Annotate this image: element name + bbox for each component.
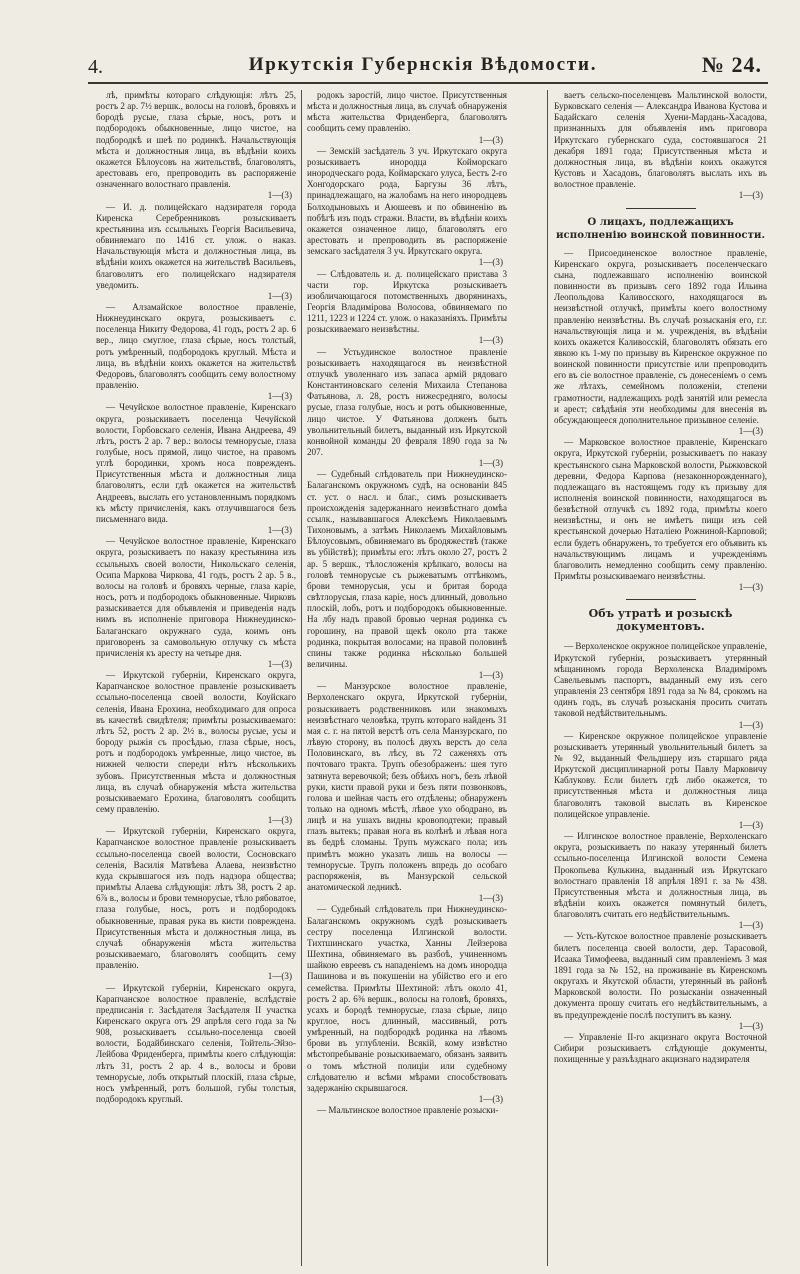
notice-paragraph: — Судебный слѣдователь при Нижнеудинско-Балаганскомъ окружномъ судѣ, на основаніи 845 ст. уст. о насл. и благ., симъ розыскиваетъ происхожденія задержаннаго неизвѣстнаго домѣа ссылк., называвшагося Алексѣемъ Николаевымъ Тихоновымъ, а затѣмъ Николаемъ Михайловымъ Бѣлоусовымъ, обвиняемаго въ бродяжествѣ (также въ убійствѣ); примѣты его: лѣтъ около 27, ростъ 2 ар. 5 вершк., тѣлосложенія крѣпкаго, волосы на головѣ темнорусые съ рыжеватымъ оттѣнкомъ, брови темнорусыя, усы и бритая борода свѣтлорусыя, глаза каріе, носъ длинный, довольно плоскій, лобъ, ротъ и подбородокъ обыкновенные. На лбу надъ правой бровью черная родинка съ горошину, на правой щекѣ около рта также родинка, покрытая волосами; на правой половинѣ спины также родинка нѣсколько большей величины. bbox=[307, 469, 507, 669]
section-heading: Объ утратѣ и розыскѣ документовъ. bbox=[588, 607, 733, 634]
notice-paragraph: — Алзамайское волостное правленіе, Нижнеудинскаго округа, розыскиваетъ с. поселенца Никиту Федорова, 41 годъ, ростъ 2 ар. 6 вер., лицо смуглое, глаза сѣрые, носъ толстый, ротъ умѣренный, подбородокъ круглый. Мѣста и лица, въ вѣдѣніи коихъ окажется на жительствѣ Федоровъ, благоволятъ сообщить сему волостному правленію. bbox=[96, 301, 296, 391]
column-divider bbox=[547, 90, 548, 1266]
page-header bbox=[78, 52, 768, 78]
notice-publication-mark: 1—(3) bbox=[267, 290, 292, 301]
notice-paragraph: — Чечуйское волостное правленіе, Киренскаго округа, розыскиваетъ поселенца Чечуйской волости, Горбовскаго селенія, Ивана Андреева, 49 лѣтъ, ростъ 2 ар. 7 вер.: волосы темнорусые, глаза голубые, носъ прямой, лицо чистое, на правомъ углѣ бородинки, хромъ носа поврежденъ. Присутственныя мѣста и должностныя лица благоволятъ, если гдѣ окажется на жительствѣ Андреевъ, выслать его установленнымъ порядкомъ къ мѣсту причисленія, какъ отлучившагося безъ письменнаго вида. bbox=[96, 402, 296, 524]
notice-publication-mark: 1—(3) bbox=[738, 719, 763, 730]
notice-publication-mark: 1—(3) bbox=[267, 190, 292, 201]
notice-paragraph: — Иркутской губерніи, Киренскаго округа, Карапчанское волостное правленіе, вслѣдствіе предписанія г. Засѣдателя Засѣдателя II участка Киренскаго округа отъ 29 апрѣля сего года за № 908, розыскиваетъ ссыльно-поселенца своей волости, Бодайбинскаго селенія, Тойтель-Эйзо-Лейбова Фриденберга, примѣты коего слѣдующія: лѣтъ 31, ростъ 2 ар. 4 в., волосы и брови темнорусые, лобъ открытый плоскій, глаза сѣрые, носъ умѣренный, ротъ большой, губы толстыя, подбородокъ круглый. bbox=[96, 982, 296, 1105]
notice-paragraph: ваетъ сельско-поселенцевъ Мальтинской волости, Бурковскаго селенія — Александра Иванова Кустова и Бадайскаго селенія Хуени-Мардань-Хасадова, признанныхъ для объявленія имъ приговора Иркутскаго губернскаго суда, состоявшагося 21 декабря 1891 года; Присутственныя мѣста и должностныя лица, въ вѣдѣніи коихъ окажутся Кустовъ и Хасадовъ, благоволятъ выслать ихъ въ волостное правленіе. bbox=[554, 90, 767, 190]
notice-publication-mark: 1—(3) bbox=[738, 582, 763, 593]
column-divider bbox=[301, 90, 302, 1266]
notice-publication-mark: 1—(3) bbox=[267, 658, 292, 669]
notice-paragraph: — Усть-Кутское волостное правленіе розыскиваетъ билетъ поселенца своей волости, дер. Тарасовой, Исаака Тимофеева, выданный сим правленіемъ 3 мая 1891 года за № 152, на проживаніе въ Киренскомъ округахъ и Якутской области, утерянный въ районѣ Марковской волости. По розысканіи означенный документа прошу считать его недѣйствительнымъ, а въ предупрежденіе послѣ поступитъ въ казну. bbox=[554, 931, 767, 1020]
issue-number: № 24. bbox=[701, 52, 762, 77]
notice-publication-mark: 1—(3) bbox=[738, 190, 763, 201]
notice-paragraph: — Управленіе II-го акцизнаго округа Восточной Сибири розыскиваетъ слѣдующіе документы, похищенные у разъѣзднаго акцизнаго надзирателя bbox=[554, 1031, 767, 1065]
notice-publication-mark: 1—(3) bbox=[738, 819, 763, 830]
notice-publication-mark: 1—(3) bbox=[478, 134, 503, 145]
column-left bbox=[96, 90, 296, 1270]
notice-publication-mark: 1—(3) bbox=[738, 426, 763, 437]
notice-paragraph: родокъ заростій, лицо чистое. Присутственныя мѣста и должностныя лица, въ случаѣ обнаруженія мѣста жительства Фриденберга, благоволятъ сообщить сему правленію. bbox=[307, 90, 507, 134]
notice-paragraph: — Манзурское волостное правленіе, Верхоленскаго округа, Иркутской губерніи, розыскиваетъ родственниковъ или знакомыхъ неизвѣстнаго человѣка, трупъ котораго найденъ 31 мая с. г. на пятой верстѣ отъ села Манзурскаго, по лѣвую сторону, въ полосѣ двухъ верстъ до села Половинскаго, въ лѣсу, въ 72 саженяхъ отъ почтоваго тракта. Трупъ обезображенъ: шея туго затянута веревочкой; безъ обѣихъ ногъ, безъ лѣвой руки, кисти правой руки и безъ пяти позвонковъ, голова и шейная часть его отдѣлены; обнаруженъ только на одномъ мѣстѣ, лѣвое ухо ободрано, въ лицѣ и на ушахъ видны кровоподтеки; правый глазъ вытекъ; правая нога въ колѣнѣ и лѣвая нога въ бедрѣ сломаны. Трупъ мужскаго пола; изъ примѣтъ можно указать лишь на волосы — темнорусые. Трупъ положенъ впредь до особаго распоряженія, въ Манзурской сельской анатомической ледникѣ. bbox=[307, 681, 507, 893]
notice-paragraph: — Марковское волостное правленіе, Киренскаго округа, Иркутской губерніи, розыскиваетъ по наказу крестьянского сына Марковской волости, Рыжковской деревни, Федора Карпова (незаконнорожденнаго), подлежащаго въ настоящемъ году къ призыву для исполненія воинской повинности, находящагося въ безвѣстной отлучкѣ съ 1892 года, примѣты коего неизвѣстны, и онъ не имѣетъ пищи изъ сей крестьянской дочерью Наталіею Рожниной-Карповой; если будетъ обнаруженъ, то требуется его объявить къ начальствующимъ лицамъ и учрежденіямъ благоволить немедленно сообщить сему правленію. Примѣты розыскиваемаго неизвѣстны. bbox=[554, 437, 767, 582]
notice-paragraph: — Присоединенское волостное правленіе, Киренскаго округа, розыскиваетъ поселенческаго сына, подлежавшаго исполненію воинской повинности въ призывъ сего 1892 года Ильина Леопольдова Каливосского, находящагося въ неизвѣстной отлучкѣ, примѣты коего волостному правленію неизвѣстны. Въ случаѣ розысканія его, г.г. начальствующія лица и м. учрежденія, въ вѣдѣніи коихъ окажется Каливосскій, благоволятъ обязать его явкою къ 1-му по призыву въ Киренское окружное по воинской повинности присутствіе или препроводить его въ сіе волостное правленіе, съ донесеніемъ о семъ же лѣтахъ, семейномъ положеніи, степени грамотности, надлежащихъ родѣ занятій или ремесла и арест; свѣдѣнія эти необходимы для внесенія въ обсуждающееся дополнительное призывное селеніе. bbox=[554, 247, 767, 425]
notice-publication-mark: 1—(3) bbox=[478, 893, 503, 904]
notice-publication-mark: 1—(3) bbox=[478, 458, 503, 469]
column-middle bbox=[307, 90, 507, 1270]
notice-paragraph: — Судебный слѣдователь при Нижнеудинско-Балаганскомъ окружномъ судѣ розыскиваетъ сестру поселенца Илгинской волости. Тихтшинскаго участка, Ханны Лейзерова Шехтина, обвиняемаго въ разбоѣ, учиненномъ шайкою евреевъ съ нападеніемъ на домъ инородца Пашинова и въ покушеніи на убійство его и его семейства. Примѣты Шехтиной: лѣтъ около 41, ростъ 2 ар. 6⅜ вершк., волосы на головѣ, бровяхъ, усахъ и бородѣ темнорусые, глаза сѣрые, лицо круглое, носъ длинный, массивный, ротъ умѣренный, на подбородкѣ родинка на лѣвомъ брови въ углубленіи. Всякій, кому извѣстно мѣстопребываніе розыскиваемаго, обязанъ заявить о томъ мѣстной полиціи или судебному слѣдователю и всѣми мѣрами способствовать задержанію скрывшагося. bbox=[307, 904, 507, 1093]
notice-paragraph: — Мальтинское волостное правленіе розыски- bbox=[317, 1105, 499, 1116]
notice-publication-mark: 1—(3) bbox=[267, 525, 292, 536]
page-number: 4. bbox=[88, 56, 103, 78]
notice-paragraph: — И. д. полицейскаго надзирателя города Киренска Серебренниковъ розыскиваетъ крестьянина изъ ссыльныхъ Георгія Васильевича, обвиняемаго по 1416 ст. улож. о наказ. Начальствующія мѣста и должностныя лица, въ вѣдѣніи коихъ окажется на жительствѣ Васильевъ, благоволятъ его полицейскаго надзирателя уведомить. bbox=[96, 201, 296, 290]
notice-paragraph: — Слѣдователь и. д. полицейскаго пристава 3 части гор. Иркутска розыскиваетъ изобличающагося потомственныхъ дворянинахъ, Георгія Владимірова Волосова, обвиняемаго по 1211, 1223 и 1224 ст. улож. о наказаніяхъ. Примѣты розыскиваемаго неизвѣстны. bbox=[307, 268, 507, 335]
section-heading: О лицахъ, подлежащихъ исполненію воинской повинности. bbox=[555, 215, 765, 241]
notice-paragraph: — Устьудинское волостное правленіе розыскиваетъ находящагося въ неизвѣстной отлучкѣ уволеннаго изъ запаса армій рядоваго Константиновскаго селенія Михаила Степанова Фатьянова, л. 28, ростъ нижесредняго, волосы русые, глаза голубые, носъ и ротъ обыкновенные, лицо чистое. У Фатьянова долженъ быть увольнительный билетъ, выданный изъ Иркутской конвойной команды 20 февраля 1890 года за № 207. bbox=[307, 346, 507, 457]
notice-paragraph: — Киренское окружное полицейское управленіе розыскиваетъ утерянный увольнительный билетъ за № 92, выданный Фельдшеру изъ старшаго ряда Иркутской дисциплинарной роты Павлу Марковичу Каблукову. Если билетъ гдѣ либо окажется, то присутственныя мѣста и должностныя лица благоволятъ таковой выслать въ Киренское полицейское управленіе. bbox=[554, 730, 767, 819]
notice-paragraph: — Земскій засѣдатель 3 уч. Иркутскаго округа розыскиваетъ инородца Койморскаго инородческаго рода, Коймарскаго улуса, Бестъ 2-го Хонгодорскаго рода, Баргузы 36 лѣтъ, принадлежащаго, на жалобамъ на него инородцевъ Болходыновыхъ и Аюшеевъ и по обвиненію въ побѣгѣ изъ подъ стражи. Власти, въ вѣдѣніи коихъ окажется означенное лицо, благоволятъ его арестовать и препроводить въ распоряженіе земскаго засѣдателя 3 уч. Иркутскаго округа. bbox=[307, 145, 507, 257]
notice-paragraph: — Иркутской губерніи, Киренскаго округа, Карапчанское волостное правленіе розыскиваетъ ссыльно-поселенца своей волости, Коуйскаго селенія, Ивана Ерохина, необходимаго для опроса въ качествѣ свидѣтеля; примѣты розыскиваемаго: лѣтъ 52, ростъ 2 ар. 2½ в., волосы русые, усы и бороду рыжія съ просѣдью, глаза сѣрые, носъ, ротъ и подбородокъ умѣренные, лицо чистое, въ нижней челюсти спереди нѣтъ нѣсколькихъ зубовъ. Присутственныя мѣста и должностныя лица, въ случаѣ обнаруженія мѣста жительства розыскиваемаго Ерохина, благоволятъ сообщить сему правленію. bbox=[96, 670, 296, 814]
newspaper-title: Иркутскія Губернскія Вѣдомости. bbox=[248, 54, 598, 75]
header-rule bbox=[88, 82, 768, 84]
section-divider bbox=[626, 208, 696, 209]
notice-publication-mark: 1—(3) bbox=[478, 257, 503, 268]
notice-publication-mark: 1—(3) bbox=[267, 971, 292, 982]
notice-publication-mark: 1—(3) bbox=[478, 670, 503, 681]
notice-publication-mark: 1—(3) bbox=[478, 335, 503, 346]
notice-publication-mark: 1—(3) bbox=[478, 1094, 503, 1105]
notice-publication-mark: 1—(3) bbox=[738, 920, 763, 931]
notice-paragraph: лѣ, примѣты котораго слѣдующія: лѣтъ 25, ростъ 2 ар. 7½ вершк., волосы на головѣ, бровяхъ и бородѣ русые, глаза сѣрые, носъ, ротъ и подбородокъ обыкновенные, лицо чистое, на подбородкѣ и шеѣ по родинкѣ. Начальствующія мѣста и должностныя лица, въ вѣдѣніи коихъ окажется Бѣлоусовъ на жительствѣ, благоволятъ, арестовавъ его, препроводить въ распоряженіе означеннаго волостнаго правленія. bbox=[96, 90, 296, 190]
notice-publication-mark: 1—(3) bbox=[267, 391, 292, 402]
notice-paragraph: — Верхоленское окружное полицейское управленіе, Иркутской губерніи, розыскиваетъ утерянный мѣщаниномъ города Верхоленска Владиміромъ Савельевымъ паспортъ, выданный ему изъ сего управленія 23 сентября 1891 года за № 84, срокомъ на одинъ годъ, въ случаѣ розысканія просить считать таковой недѣйствительнымъ. bbox=[554, 641, 767, 719]
notice-paragraph: — Чечуйское волостное правленіе, Киренскаго округа, розыскиваетъ по наказу крестьянина изъ ссыльныхъ своей волости, Никольскаго селенія, Осипа Маркова Чиркова, 41 годъ, ростъ 2 ар. 5 в., волосы на головѣ и бровяхъ черные, глаза каріе, носъ, ротъ и подбородокъ обыкновенные. Чирковъ разыскивается для объявленія и приведенія надъ нимъ въ исполненіе приговора Нижнеудинско-Балаганскаго окружнаго суда, коимъ онъ приговоренъ за самовольную отлучку съ мѣста причисленія къ аресту на четыре дня. bbox=[96, 536, 296, 658]
notice-publication-mark: 1—(3) bbox=[267, 815, 292, 826]
notice-paragraph: — Иркутской губерніи, Киренскаго округа, Карапчанское волостное правленіе розыскиваетъ ссыльно-поселенца своей волости, Сосновскаго селенія, Василія Матвѣева Алаева, неизвѣстно куда скрывшагося изъ подъ надзора общества; примѣты Алаева слѣдующія: лѣтъ 38, ростъ 2 ар. 6⅞ в., волосы и брови темнорусые, тѣло рябоватое, глаза голубые, носъ, ротъ и подбородокъ обыкновенные, правая рука въ кисти повреждена. Присутственныя мѣста и должностныя лица, въ случаѣ обнаруженія мѣста жительства розыскиваемаго, благоволятъ сообщить сему правленію. bbox=[96, 826, 296, 971]
notice-paragraph: — Илгинское волостное правленіе, Верхоленскаго округа, розыскиваетъ по наказу утерянный билетъ ссыльно-поселенца Илгинской волости Семена Прокопьева Кулькина, выданный изъ Иркутскаго волостнаго правленія 18 апрѣля 1891 г. за № 438. Присутственныя мѣста и должностныя лица, въ вѣдѣніи коихъ окажется помянутый билетъ, благоволятъ считать его недѣйствительнымъ. bbox=[554, 831, 767, 920]
column-right bbox=[554, 90, 767, 1270]
section-divider bbox=[626, 599, 696, 600]
notice-publication-mark: 1—(3) bbox=[738, 1020, 763, 1031]
